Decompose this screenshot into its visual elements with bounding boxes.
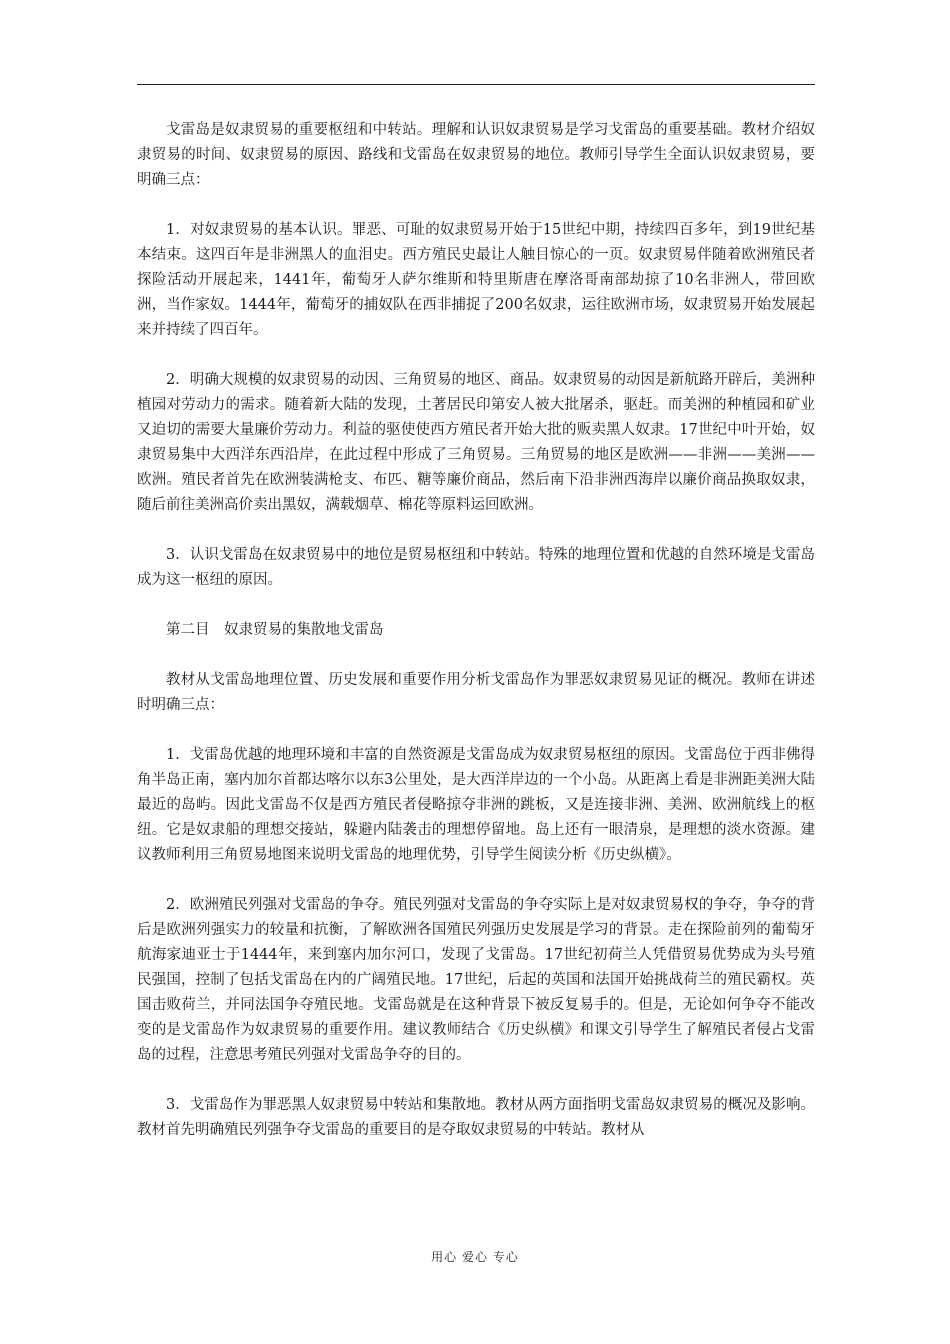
paragraph-section-point-2: 2．欧洲殖民列强对戈雷岛的争夺。殖民列强对戈雷岛的争夺实际上是对奴隶贸易权的争夺，争夺的背后是欧洲列强实力的较量和抗衡，了解欧洲各国殖民列强历史发展是学习的背景。走在探险前列的葡萄牙航海家迪亚士于1444年，来到塞内加尔河口，发现了戈雷岛。17世纪初荷兰人凭借贸易优势成为头号殖民强国，控制了包括戈雷岛在内的广阔殖民地。17世纪，后起的英国和法国开始挑战荷兰的殖民霸权。英国击败荷兰，并同法国争夺殖民地。戈雷岛就是在这种背景下被反复易手的。但是，无论如何争夺不能改变的是戈雷岛作为奴隶贸易的重要作用。建议教师结合《历史纵横》和课文引导学生了解殖民者侵占戈雷岛的过程，注意思考殖民列强对戈雷岛争夺的目的。 [137,897,815,1063]
section-heading: 第二目 奴隶贸易的集散地戈雷岛 [166,622,384,638]
paragraph-point-3: 3．认识戈雷岛在奴隶贸易中的地位是贸易枢纽和中转站。特殊的地理位置和优越的自然环境是戈雷岛成为这一枢纽的原因。 [137,547,815,588]
header-rule [137,84,815,85]
paragraph-section-intro: 教材从戈雷岛地理位置、历史发展和重要作用分析戈雷岛作为罪恶奴隶贸易见证的概况。教师在讲述时明确三点： [137,672,815,713]
document-body [137,118,815,1168]
paragraph-intro: 戈雷岛是奴隶贸易的重要枢纽和中转站。理解和认识奴隶贸易是学习戈雷岛的重要基础。教材介绍奴隶贸易的时间、奴隶贸易的原因、路线和戈雷岛在奴隶贸易的地位。教师引导学生全面认识奴隶贸易，要明确三点： [137,122,815,188]
paragraph-point-1: 1．对奴隶贸易的基本认识。罪恶、可耻的奴隶贸易开始于15世纪中期，持续四百多年，到19世纪基本结束。这四百年是非洲黑人的血泪史。西方殖民史最让人触目惊心的一页。奴隶贸易伴随着欧洲殖民者探险活动开展起来，1441年，葡萄牙人萨尔维斯和特里斯唐在摩洛哥南部劫掠了10名非洲人，带回欧洲，当作家奴。1444年，葡萄牙的捕奴队在西非捕捉了200名奴隶，运往欧洲市场，奴隶贸易开始发展起来并持续了四百年。 [137,222,815,338]
page-footer: 用心 爱心 专心 [431,1250,519,1264]
paragraph-section-point-3: 3．戈雷岛作为罪恶黑人奴隶贸易中转站和集散地。教材从两方面指明戈雷岛奴隶贸易的概况及影响。教材首先明确殖民列强争夺戈雷岛的重要目的是夺取奴隶贸易的中转站。教材从 [137,1097,815,1138]
paragraph-point-2: 2．明确大规模的奴隶贸易的动因、三角贸易的地区、商品。奴隶贸易的动因是新航路开辟后，美洲种植园对劳动力的需求。随着新大陆的发现，土著居民印第安人被大批屠杀，驱赶。而美洲的种植园和矿业又迫切的需要大量廉价劳动力。利益的驱使使西方殖民者开始大批的贩卖黑人奴隶。17世纪中叶开始，奴隶贸易集中大西洋东西沿岸，在此过程中形成了三角贸易。三角贸易的地区是欧洲——非洲——美洲——欧洲。殖民者首先在欧洲装满枪支、布匹、糖等廉价商品，然后南下沿非洲西海岸以廉价商品换取奴隶，随后前往美洲高价卖出黑奴，满载烟草、棉花等原料运回欧洲。 [137,372,815,513]
paragraph-section-point-1: 1．戈雷岛优越的地理环境和丰富的自然资源是戈雷岛成为奴隶贸易枢纽的原因。戈雷岛位于西非佛得角半岛正南，塞内加尔首都达喀尔以东3公里处，是大西洋岸边的一个小岛。从距离上看是非洲距美洲大陆最近的岛屿。因此戈雷岛不仅是西方殖民者侵略掠夺非洲的跳板，又是连接非洲、美洲、欧洲航线上的枢纽。它是奴隶船的理想交接站，躲避内陆袭击的理想停留地。岛上还有一眼清泉，是理想的淡水资源。建议教师利用三角贸易地图来说明戈雷岛的地理优势，引导学生阅读分析《历史纵横》。 [137,747,815,863]
